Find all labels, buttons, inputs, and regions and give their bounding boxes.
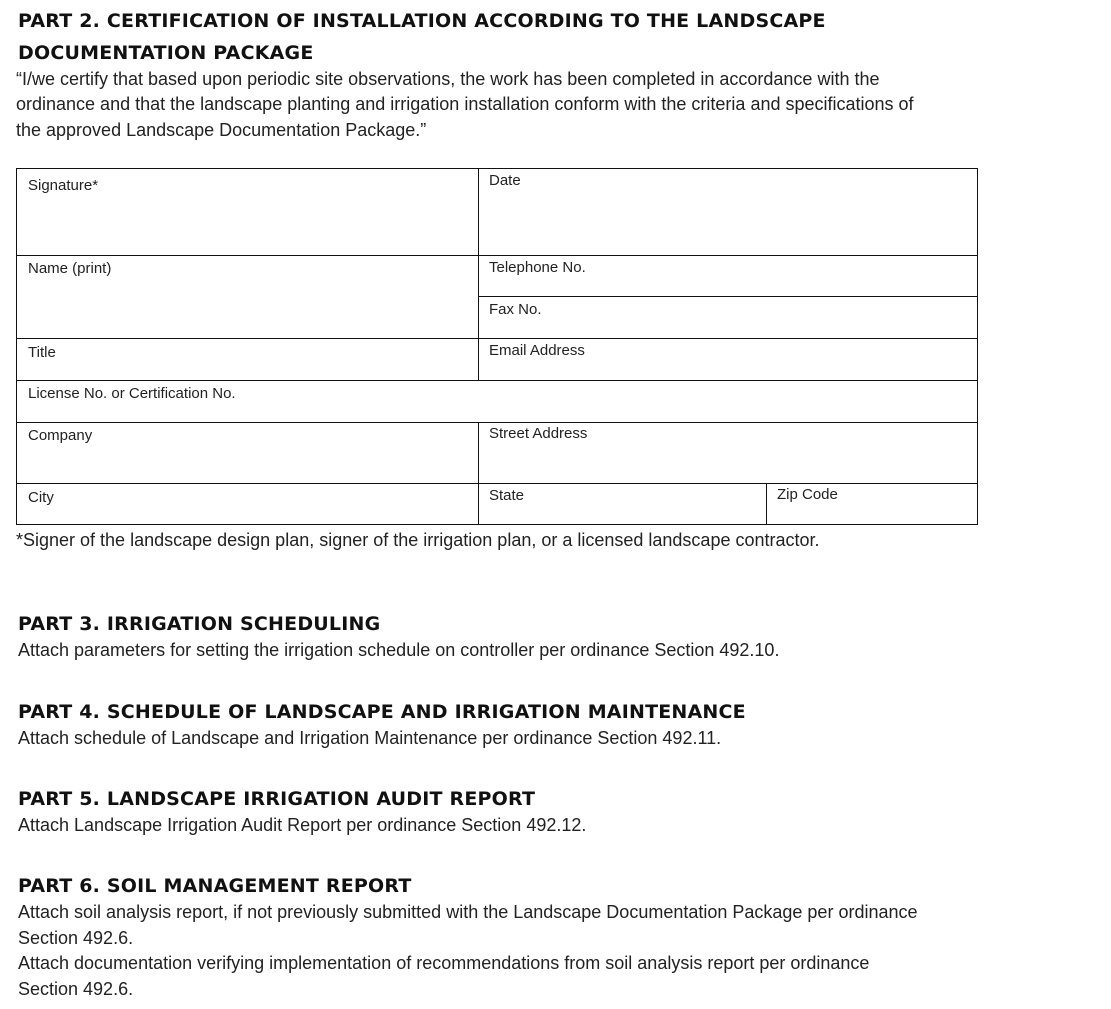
form-divider [478,422,479,524]
part2-title-line1: PART 2. CERTIFICATION OF INSTALLATION ACCORDING TO THE LANDSCAPE [18,10,826,32]
form-divider [478,169,479,380]
form-divider [17,483,977,484]
statement-line: the approved Landscape Documentation Package.” [16,120,427,140]
license-field[interactable]: License No. or Certification No. [28,385,236,402]
street-address-field[interactable]: Street Address [489,425,588,442]
date-field[interactable]: Date [489,172,521,189]
zip-code-field[interactable]: Zip Code [777,486,838,503]
city-field[interactable]: City [28,489,54,506]
form-divider [478,296,977,297]
part3-title: PART 3. IRRIGATION SCHEDULING [18,613,381,635]
part4-text: Attach schedule of Landscape and Irrigation Maintenance per ordinance Section 492.11. [18,728,722,748]
signature-field[interactable]: Signature* [28,177,99,194]
signer-footnote: *Signer of the landscape design plan, signer of the irrigation plan, or a licensed landscape contractor. [16,530,820,550]
title-field[interactable]: Title [28,344,56,361]
part6-text-line: Section 492.6. [18,979,134,999]
part5-text: Attach Landscape Irrigation Audit Report per ordinance Section 492.12. [18,815,587,835]
company-field[interactable]: Company [28,427,93,444]
form-divider [17,255,977,256]
certification-form [16,168,978,525]
part6-text-line: Attach documentation verifying implementation of recommendations from soil analysis report per ordinance [18,953,870,973]
fax-field[interactable]: Fax No. [489,301,542,318]
part6-text-line: Section 492.6. [18,928,134,948]
part6-text-line: Attach soil analysis report, if not previously submitted with the Landscape Documentation Package per ordinance [18,902,918,922]
form-divider [17,338,977,339]
part2-title-line2: DOCUMENTATION PACKAGE [18,42,314,64]
telephone-field[interactable]: Telephone No. [489,259,586,276]
part3-text: Attach parameters for setting the irrigation schedule on controller per ordinance Section 492.10. [18,640,780,660]
part6-title: PART 6. SOIL MANAGEMENT REPORT [18,875,412,897]
part4-title: PART 4. SCHEDULE OF LANDSCAPE AND IRRIGATION MAINTENANCE [18,701,746,723]
form-divider [17,380,977,381]
form-divider [17,422,977,423]
part5-title: PART 5. LANDSCAPE IRRIGATION AUDIT REPORT [18,788,536,810]
email-field[interactable]: Email Address [489,342,585,359]
statement-line: ordinance and that the landscape planting and irrigation installation conform with the criteria and specifications of [16,94,914,114]
name-field[interactable]: Name (print) [28,260,112,277]
state-field[interactable]: State [489,487,525,504]
statement-line: “I/we certify that based upon periodic site observations, the work has been completed in accordance with the [16,69,880,89]
form-divider [766,483,767,524]
